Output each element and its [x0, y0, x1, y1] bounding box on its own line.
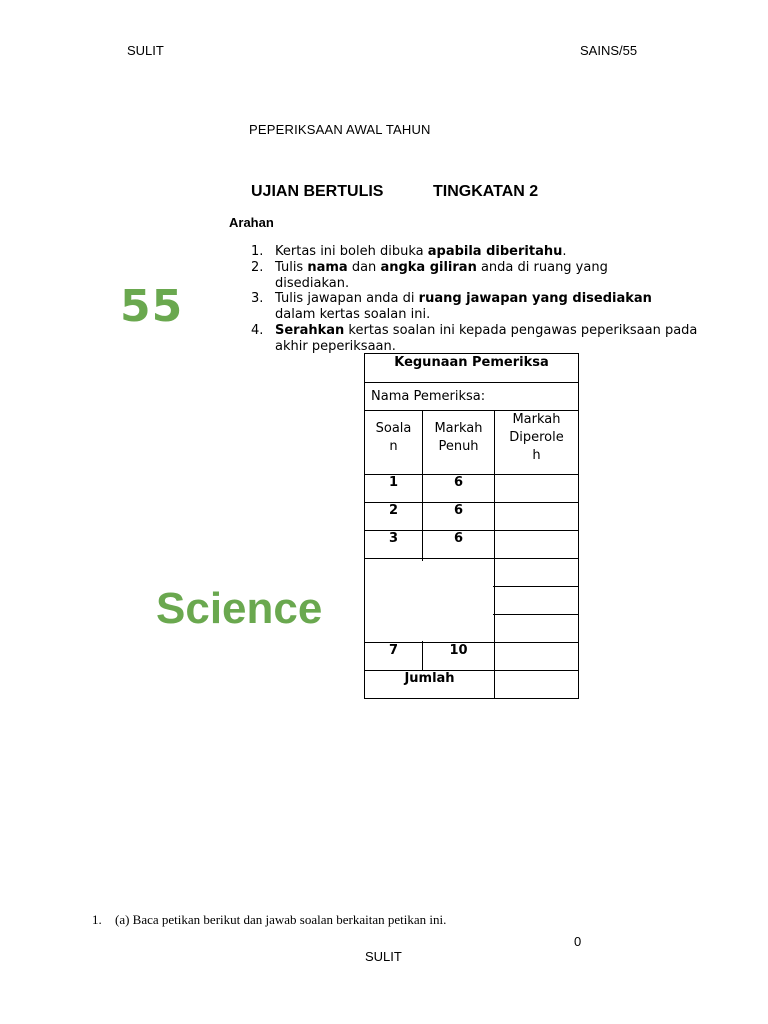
- markah-penuh-cell: 6: [423, 503, 495, 531]
- instructions-list: [251, 244, 711, 354]
- header-soalan: Soala n: [365, 411, 423, 475]
- exam-title: PEPERIKSAAN AWAL TAHUN: [249, 122, 431, 137]
- form-level: TINGKATAN 2: [433, 183, 539, 200]
- table-row: [365, 531, 579, 559]
- header-markah-penuh: Markah Penuh: [423, 411, 495, 475]
- paper-number-badge: 55: [120, 281, 184, 332]
- test-type: UJIAN BERTULIS: [251, 183, 384, 200]
- markah-diperoleh-cell[interactable]: [495, 503, 579, 531]
- instruction-text: Kertas ini boleh dibuka apabila diberitahu.: [275, 244, 567, 259]
- markah-diperoleh-cell[interactable]: [495, 475, 579, 503]
- table-row: [365, 503, 579, 531]
- soalan-cell: 2: [365, 503, 423, 531]
- instruction-text: Tulis jawapan anda di ruang jawapan yang disediakan dalam kertas soalan ini.: [275, 291, 652, 322]
- instruction-number: 2.: [251, 260, 264, 275]
- total-label: Jumlah: [365, 671, 495, 699]
- instruction-text: Serahkan kertas soalan ini kepada pengawas peperiksaan pada akhir peperiksaan.: [275, 323, 698, 354]
- table-row: [365, 643, 579, 671]
- table-title: Kegunaan Pemeriksa: [365, 354, 579, 383]
- markah-penuh-cell: 10: [423, 643, 495, 671]
- blank-overlay: [365, 561, 493, 641]
- markah-penuh-cell: 6: [423, 475, 495, 503]
- instruction-number: 1.: [251, 244, 264, 259]
- markah-diperoleh-cell[interactable]: [495, 615, 579, 643]
- markah-diperoleh-cell[interactable]: [495, 559, 579, 587]
- header-right: SAINS/55: [580, 43, 638, 58]
- footer-label: SULIT: [365, 949, 402, 964]
- question-text: (a) Baca petikan berikut dan jawab soalan berkaitan petikan ini.: [115, 912, 447, 927]
- subject-label: Science: [156, 584, 323, 633]
- question-number: 1.: [92, 912, 102, 927]
- markah-penuh-cell: 6: [423, 531, 495, 559]
- soalan-cell: 1: [365, 475, 423, 503]
- instruction-number: 3.: [251, 291, 264, 306]
- instructions-heading: Arahan: [229, 215, 274, 230]
- table-row: [365, 475, 579, 503]
- header-left: SULIT: [127, 43, 164, 58]
- markah-diperoleh-cell[interactable]: [495, 587, 579, 615]
- soalan-cell: 3: [365, 531, 423, 559]
- markah-diperoleh-cell[interactable]: [495, 531, 579, 559]
- examiner-marks-table: [364, 353, 579, 699]
- examiner-name-label: Nama Pemeriksa:: [365, 383, 579, 411]
- instruction-number: 4.: [251, 323, 264, 338]
- total-row: [365, 671, 579, 699]
- page-number: 0: [574, 934, 582, 949]
- header-markah-diperoleh: Markah Diperole h: [495, 411, 579, 475]
- soalan-cell: 7: [365, 643, 423, 671]
- total-value-cell[interactable]: [495, 671, 579, 699]
- instruction-text: Tulis nama dan angka giliran anda di ruang yang disediakan.: [275, 260, 608, 291]
- markah-diperoleh-cell[interactable]: [495, 643, 579, 671]
